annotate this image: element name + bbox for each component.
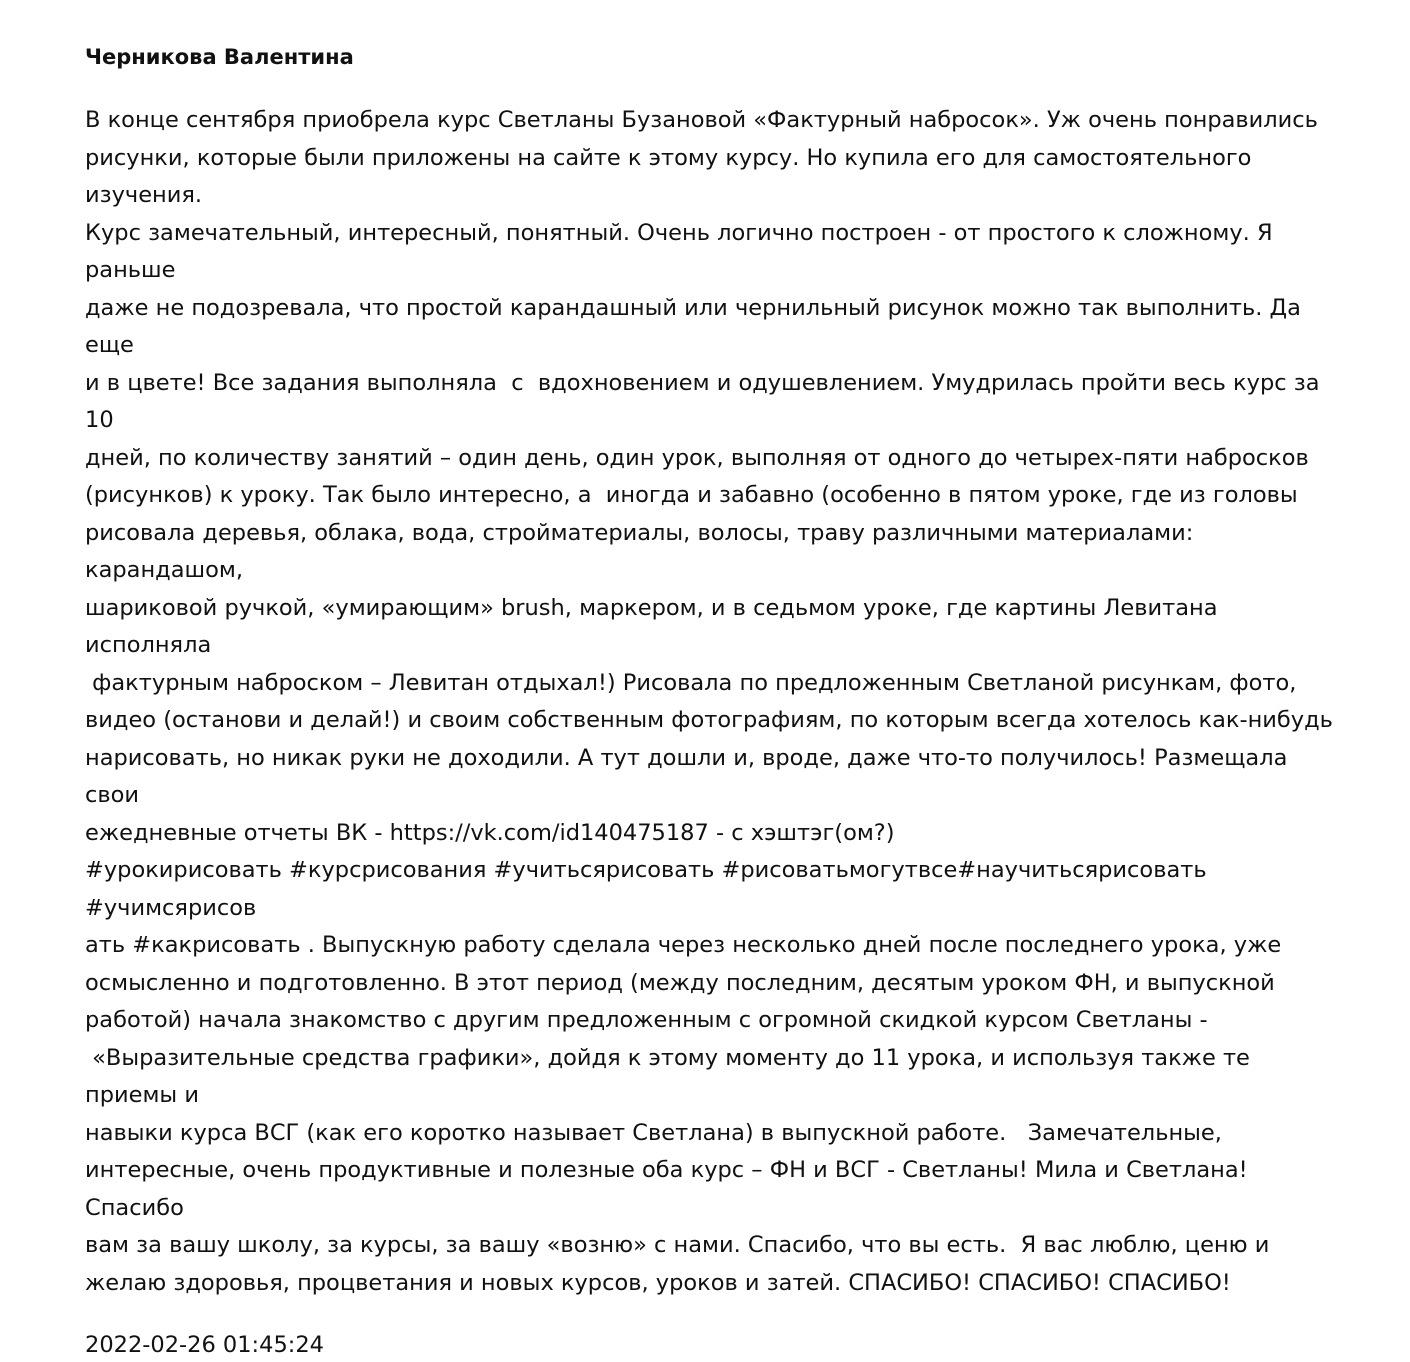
review-text-line: фактурным наброском – Левитан отдыхал!) Рисовала по предложенным Светланой рисункам, фото, xyxy=(85,669,1297,696)
review-text-line: желаю здоровья, процветания и новых курсов, уроков и затей. СПАСИБО! СПАСИБО! СПАСИБО! xyxy=(85,1269,1231,1296)
review-text-line: навыки курса ВСГ (как его коротко называет Светлана) в выпускной работе. Замечательные, xyxy=(85,1119,1222,1146)
review-text-line: дней, по количеству занятий – один день, один урок, выполняя от одного до четырех-пяти набросков xyxy=(85,444,1309,471)
review-text-line: Курс замечательный, интересный, понятный. Очень логично построен - от простого к сложному. Я раньше xyxy=(85,219,1280,283)
review-text-line: вам за вашу школу, за курсы, за вашу «возню» с нами. Спасибо, что вы есть. Я вас люблю, ценю и xyxy=(85,1232,1270,1258)
review-text-line: #урокирисовать #курсрисования #учитьсярисовать #рисоватьмогутвсе#научитьсярисовать #учимсярисов xyxy=(85,857,1214,921)
review-date: 2022-02-26 01:45:24 xyxy=(85,1332,324,1358)
review-text-line: нарисовать, но никак руки не доходили. А тут дошли и, вроде, даже что-то получилось! Размещала свои xyxy=(85,744,1295,808)
review-text xyxy=(85,102,1345,1302)
review-text-line: В конце сентября приобрела курс Светланы Бузановой «Фактурный набросок». Уж очень понравились xyxy=(85,107,1318,133)
review-text-line: рисовала деревья, облака, вода, стройматериалы, волосы, траву различными материалами: карандашом, xyxy=(85,519,1201,583)
review-text-line: ать #какрисовать . Выпускную работу сделала через несколько дней после последнего урока, уже xyxy=(85,932,1282,958)
review-text-line: ежедневные отчеты ВК - https://vk.com/id140475187 - с хэштэг(ом?) xyxy=(85,819,895,846)
review-text-line: интересные, очень продуктивные и полезные оба курс – ФН и ВСГ - Светланы! Мила и Светлана! Спасибо xyxy=(85,1157,1255,1221)
review-text-line: «Выразительные средства графики», дойдя к этому моменту до 11 урока, и используя также те приемы и xyxy=(85,1044,1258,1108)
review-text-line: шариковой ручкой, «умирающим» brush, маркером, и в седьмом уроке, где картины Левитана исполняла xyxy=(85,594,1225,658)
review-author: Черникова Валентина xyxy=(85,45,354,69)
review-text-line: видео (останови и делай!) и своим собственным фотографиям, по которым всегда хотелось как-нибудь xyxy=(85,707,1333,733)
review-text-line: рисунки, которые были приложены на сайте к этому курсу. Но купила его для самостоятельного изучения. xyxy=(85,144,1259,208)
review-card xyxy=(85,40,1345,1362)
review-text-line: (рисунков) к уроку. Так было интересно, а иногда и забавно (особенно в пятом уроке, где из головы xyxy=(85,482,1298,508)
review-text-line: осмысленно и подготовленно. В этот период (между последним, десятым уроком ФН, и выпускной xyxy=(85,969,1275,996)
review-text-line: и в цвете! Все задания выполняла с вдохновением и одушевлением. Умудрилась пройти весь курс за 10 xyxy=(85,369,1327,433)
review-text-line: работой) начала знакомство с другим предложенным с огромной скидкой курсом Светланы - xyxy=(85,1007,1208,1033)
review-text-line: даже не подозревала, что простой карандашный или чернильный рисунок можно так выполнить. Да еще xyxy=(85,294,1309,358)
